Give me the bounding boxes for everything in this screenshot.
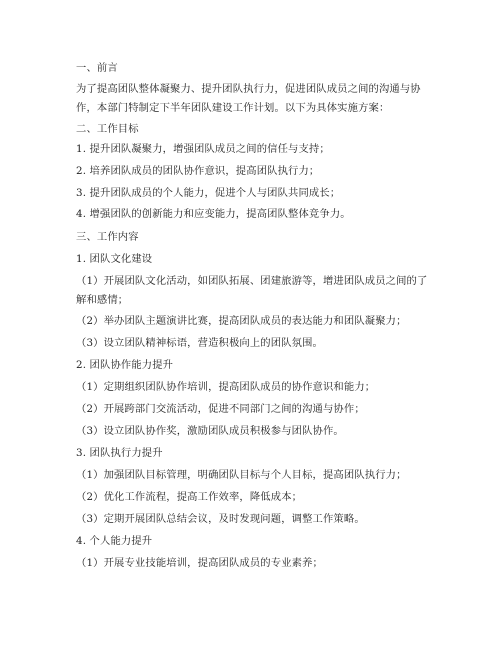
subsection-heading: 4. 个人能力提升 (76, 535, 153, 547)
subsection-heading: 2. 团队协作能力提升 (76, 359, 174, 371)
subsection-heading: 3. 团队执行力提升 (76, 447, 163, 459)
content-item: （2）举办团队主题演讲比赛，提高团队成员的表达能力和团队凝聚力； (76, 315, 407, 327)
goal-item: 3. 提升团队成员的个人能力，促进个人与团队共同成长； (76, 187, 341, 199)
content-item: （2）优化工作流程，提高工作效率，降低成本； (76, 491, 303, 503)
goal-item: 1. 提升团队凝聚力，增强团队成员之间的信任与支持； (76, 143, 330, 155)
content-item: （2）开展跨部门交流活动，促进不同部门之间的沟通与协作； (76, 403, 365, 415)
goal-item: 2. 培养团队成员的团队协作意识，提高团队执行力； (76, 165, 320, 177)
content-item: （1）开展专业技能培训，提高团队成员的专业素养； (76, 557, 323, 569)
content-item: （3）定期开展团队总结会议，及时发现问题，调整工作策略。 (76, 513, 365, 525)
section-heading-content: 三、工作内容 (76, 231, 139, 243)
content-item: （3）设立团队协作奖，激励团队成员积极参与团队协作。 (76, 425, 344, 437)
content-item: （1）加强团队目标管理，明确团队目标与个人目标，提高团队执行力； (76, 469, 407, 481)
content-item: （1）开展团队文化活动，如团队拓展、团建旅游等，增进团队成员之间的了解和感情； (76, 275, 428, 306)
content-item: （3）设立团队精神标语，营造积极向上的团队氛围。 (76, 337, 323, 349)
preface-paragraph: 为了提高团队整体凝聚力、提升团队执行力，促进团队成员之间的沟通与协作，本部门特制定下半年团队建设工作计划。以下为具体实施方案： (76, 83, 421, 114)
section-heading-goals: 二、工作目标 (76, 123, 139, 135)
section-heading-preface: 一、前言 (76, 62, 118, 74)
content-item: （1）定期组织团队协作培训，提高团队成员的协作意识和能力； (76, 381, 376, 393)
goal-item: 4. 增强团队的创新能力和应变能力，提高团队整体竞争力。 (76, 208, 351, 220)
subsection-heading: 1. 团队文化建设 (76, 253, 153, 265)
